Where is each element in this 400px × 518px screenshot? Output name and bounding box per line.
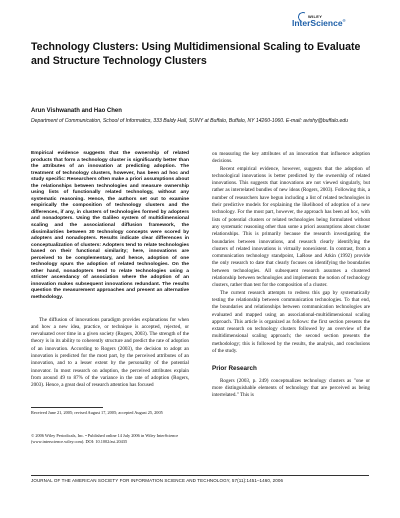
body-paragraph: Recent empirical evidence, however, suggests that the adoption of technological innovations is better predicted by the ownership of related innovations. This suggests that innovations are not viewed singularly, but rather as interrelated bundles of new ideas (Rogers, 2003). Following this, a number of researchers have begun including a list of related technologies in their predictive models for explaining the likelihood of adoption of a new technology. For the most part, however, the approach has been ad hoc, with lists of potential clusters or related technologies being formulated without any systematic reasoning other than some a priori assumptions about cluster relationships. This is primarily because the research investigating the boundaries between innovations, and research clearly identifying the clusters of related innovations is virtually nonexistent. In contrast, from a communication technology standpoint, LaRose and Atkin (1992) provide the only research to date that clearly focuses on identifying the boundaries between technologies. All subsequent research assumes a clustered relationship between technologies and implements the notion of technology clusters, rather than test for the composition of a cluster.	[212, 165, 370, 289]
left-column	[31, 151, 189, 390]
right-column	[212, 151, 370, 400]
article-authors: Arun Vishwanath and Hao Chen	[31, 108, 122, 114]
received-dates: Received June 21, 2005; revised August 17, 2005; accepted August 25, 2005	[31, 410, 163, 415]
logo-publisher: WILEY	[308, 14, 323, 19]
logo-brand	[292, 18, 346, 28]
section-heading: Prior Research	[212, 365, 257, 373]
body-paragraph: on measuring the key attributes of an innovation that influence adoption decisions.	[212, 151, 370, 165]
footnote-divider	[31, 407, 103, 408]
footer-divider	[31, 475, 369, 476]
wiley-interscience-logo	[292, 14, 360, 34]
intro-paragraph: The diffusion of innovations paradigm provides explanations for when and how a new idea, practice, or technique is accepted, rejected, or reevaluated over time in a given society (Rogers, 2003). The strength of the theory is in its ability to coherently structure and predict the rate of adoption of an innovation. According to Rogers (2003), the decision to adopt an innovation is predicted for the most part, by the perceived attributes of an innovation, and to a lesser extent by the personality of the potential innovator. In most research on adoption, the perceived attributes explain from around 49 to 87% of the variance in the rate of adoption (Rogers, 2003). Hence, a great deal of research attention has focused	[31, 316, 189, 389]
logo-brand-text: InterScience	[292, 18, 343, 28]
section-paragraph: Rogers (2003, p. 249) conceptualizes technology clusters as "one or more distinguishable elements of technology that are perceived as being interrelated." This is	[212, 377, 370, 399]
copyright-note: © 2006 Wiley Periodicals, Inc. • Published online 14 July 2006 in Wiley InterScience (www.interscience.wiley.com). DOI: 10.1002/asi.20435	[31, 433, 179, 444]
article-title: Technology Clusters: Using Multidimensional Scaling to Evaluate and Structure Technology Clusters	[31, 41, 361, 67]
logo-registered-mark: ®	[342, 18, 346, 24]
author-affiliation: Department of Communication, School of Informatics, 333 Baldy Hall, SUNY at Buffalo, Buffalo, NY 14260-1060. E-mail: avishy@buffalo.edu	[31, 118, 348, 124]
body-paragraph: The current research attempts to redress this gap by systematically testing the relationship between communication technologies. To that end, the boundaries and relationships between communication technologies are evaluated and mapped using an associational-multidimensional scaling approach. This article is organized as follows: the first section presents the extant research on technology clusters followed by an overview of the multidimensional scaling approach; the second section presents the methodology; this is followed by the results, the analysis, and conclusions of the study.	[212, 289, 370, 355]
journal-footer: JOURNAL OF THE AMERICAN SOCIETY FOR INFORMATION SCIENCE AND TECHNOLOGY, 57(11):1451–1460, 2006	[31, 478, 284, 483]
abstract: Empirical evidence suggests that the ownership of related products that form a technology cluster is significantly better than the attributes of an innovation at predicting adoption. The treatment of technology clusters, however, has been ad hoc and study specific: Researchers often make a priori assumptions about the relationships between technologies and measure ownership using lists of functionally related technology, without any systematic reasoning. Hence, the authors set out to examine empirically the composition of technology clusters and the differences, if any, in clusters of technologies formed by adopters and nonadopters. Using the Galileo system of multidimensional scaling and the associational diffusion framework, the dissimilarities between 30 technology concepts were scored by adopters and nonadopters. Results indicate clear differences in conceptualization of clusters: Adopters tend to relate technologies based on their functional similarity; here, innovations are perceived to be complementary, and hence, adoption of one technology spurs the adoption of related technologies. On the other hand, nonadopters tend to relate technologies using a stricter ascendancy of association where the adoption of an innovation makes subsequent innovations redundant. The results question the measurement approaches and present an alternative methodology.	[31, 151, 189, 301]
